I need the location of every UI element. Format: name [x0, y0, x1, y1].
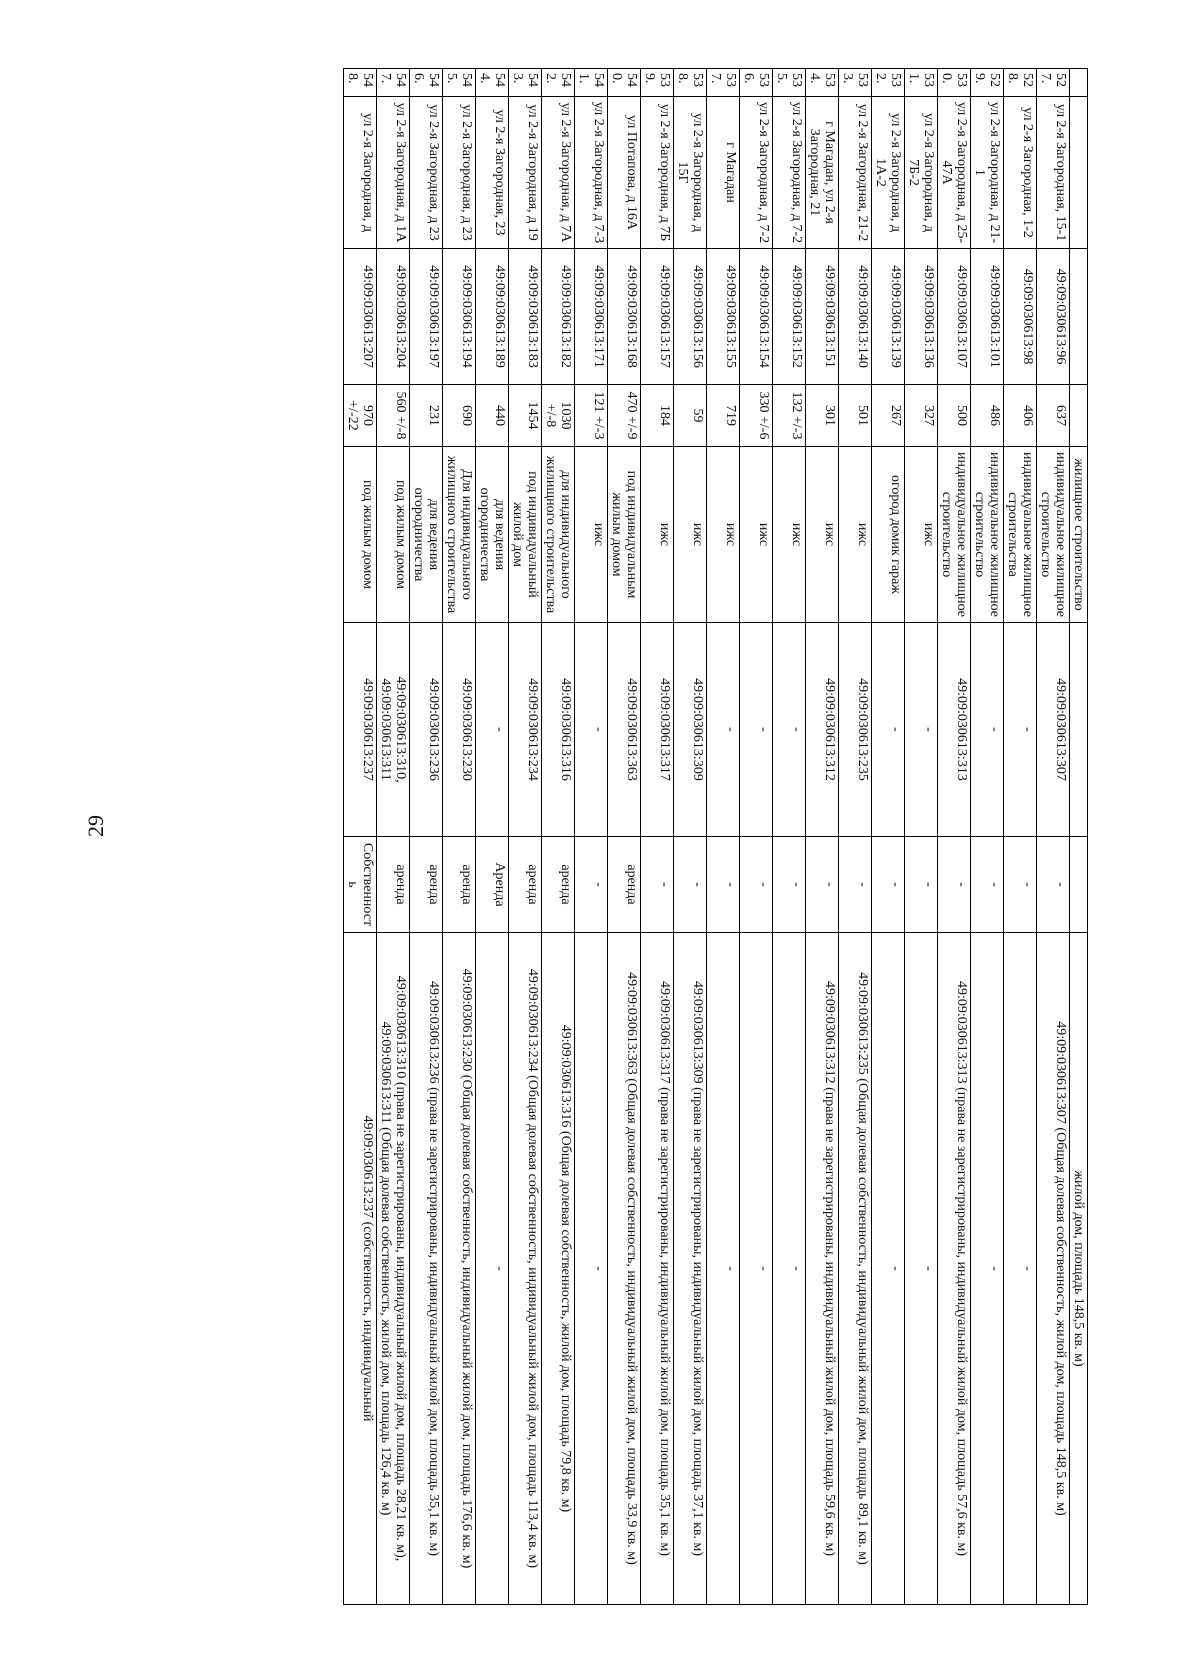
rights-cell: -	[707, 933, 740, 1605]
table-row	[1037, 69, 1070, 1605]
address-cell: ул 2-я Загородная, д	[344, 97, 377, 249]
area-cell: 121 +/-3	[575, 385, 608, 447]
cadastral-number-cell: 49:09:030613:151	[806, 249, 839, 385]
address-cell: ул 2-я Загородная, д 19	[509, 97, 542, 249]
table-row	[872, 69, 905, 1605]
building-cadastral-cell: -	[1004, 623, 1037, 837]
address-cell: г Магадан, ул 2-я Загородная, 21	[806, 97, 839, 249]
cadastral-number-cell: 49:09:030613:101	[971, 249, 1004, 385]
right-type-cell: аренда	[509, 837, 542, 933]
right-type-cell: аренда	[608, 837, 641, 933]
area-cell: 406	[1004, 385, 1037, 447]
cadastral-number-cell: 49:09:030613:96	[1037, 249, 1070, 385]
purpose-cell: Для индивидуального жилищного строительства	[443, 447, 476, 623]
table-row	[443, 69, 476, 1605]
table-row	[971, 69, 1004, 1605]
row-number-cell: 543.	[509, 69, 542, 97]
row-number-cell: 538.	[674, 69, 707, 97]
cadastral-number-cell: 49:09:030613:171	[575, 249, 608, 385]
right-type-cell: -	[707, 837, 740, 933]
right-type-cell: -	[1004, 837, 1037, 933]
building-cadastral-cell: 49:09:030613:236	[410, 623, 443, 837]
rights-cell: 49:09:030613:234 (Общая долевая собственность, индивидуальный жилой дом, площадь 113,4 кв. м)	[509, 933, 542, 1605]
right-type-cell: -	[674, 837, 707, 933]
building-cadastral-cell: 49:09:030613:312	[806, 623, 839, 837]
building-cadastral-cell: 49:09:030613:363	[608, 623, 641, 837]
cadastral-number-cell: 49:09:030613:98	[1004, 249, 1037, 385]
land-plots-table	[343, 68, 1088, 1605]
table-row	[344, 69, 377, 1605]
purpose-cell: под индивидуальный жилой дом	[509, 447, 542, 623]
right-type-cell: аренда	[542, 837, 575, 933]
row-number-cell: 539.	[641, 69, 674, 97]
address-cell: ул 2-я Загородная, д 21-1	[971, 97, 1004, 249]
address-cell: г Магадан	[707, 97, 740, 249]
right-type-cell: -	[773, 837, 806, 933]
cadastral-number-cell: 49:09:030613:197	[410, 249, 443, 385]
rights-cell: -	[773, 933, 806, 1605]
area-cell: 231	[410, 385, 443, 447]
purpose-cell: ижс	[674, 447, 707, 623]
purpose-cell: ижс	[707, 447, 740, 623]
table-row	[509, 69, 542, 1605]
cadastral-number-cell: 49:09:030613:155	[707, 249, 740, 385]
address-cell: ул Потапова, д 16А	[608, 97, 641, 249]
row-number-cell: 533.	[839, 69, 872, 97]
cadastral-number-cell: 49:09:030613:136	[905, 249, 938, 385]
table-row	[1004, 69, 1037, 1605]
cadastral-number-cell: 49:09:030613:139	[872, 249, 905, 385]
right-type-cell: -	[872, 837, 905, 933]
row-number-cell: 545.	[443, 69, 476, 97]
building-cadastral-cell: -	[707, 623, 740, 837]
cadastral-number-cell: 49:09:030613:207	[344, 249, 377, 385]
purpose-cell: под жилым домом	[344, 447, 377, 623]
cadastral-number-cell: 49:09:030613:107	[938, 249, 971, 385]
right-type-cell: Собственность	[344, 837, 377, 933]
row-number-cell: 534.	[806, 69, 839, 97]
address-cell: ул 2-я Загородная, д 7-2	[740, 97, 773, 249]
rotated-table-container	[137, 68, 1088, 1604]
building-cadastral-cell: 49:09:030613:307	[1037, 623, 1070, 837]
building-cadastral-cell: 49:09:030613:317	[641, 623, 674, 837]
right-type-cell: аренда	[410, 837, 443, 933]
rights-cell: 49:09:030613:310 (права не зарегистрированы, индивидуальный жилой дом, площадь 28,21 кв. м), 49:09:030613:311 (Общая долевая собственность, жилой дом, площадь 126,4 кв. м)	[377, 933, 410, 1605]
right-type-cell: -	[938, 837, 971, 933]
cadastral-number-cell: 49:09:030613:182	[542, 249, 575, 385]
row-number-cell: 546.	[410, 69, 443, 97]
area-cell: 330 +/-6	[740, 385, 773, 447]
row-number-cell: 527.	[1037, 69, 1070, 97]
area-cell: 1454	[509, 385, 542, 447]
address-cell: ул 2-я Загородная, 15-1	[1037, 97, 1070, 249]
area-cell: 440	[476, 385, 509, 447]
table-row	[839, 69, 872, 1605]
address-cell: ул 2-я Загородная, 21-2	[839, 97, 872, 249]
cadastral-number-cell: 49:09:030613:154	[740, 249, 773, 385]
area-cell: 719	[707, 385, 740, 447]
area-cell: 970 +/-22	[344, 385, 377, 447]
address-cell: ул 2-я Загородная, д 7-3	[575, 97, 608, 249]
row-number-cell: 537.	[707, 69, 740, 97]
area-cell: 500	[938, 385, 971, 447]
row-number-cell: 548.	[344, 69, 377, 97]
area-cell: 501	[839, 385, 872, 447]
area-cell: 59	[674, 385, 707, 447]
purpose-cell: для ведения огородничества	[410, 447, 443, 623]
building-cadastral-cell: -	[872, 623, 905, 837]
cadastral-number-cell: 49:09:030613:157	[641, 249, 674, 385]
rights-cell: -	[740, 933, 773, 1605]
table-row	[575, 69, 608, 1605]
rights-cell: 49:09:030613:309 (права не зарегистрированы, индивидуальный жилой дом, площадь 37,1 кв. м)	[674, 933, 707, 1605]
row-number-cell: 528.	[1004, 69, 1037, 97]
right-type-cell: -	[806, 837, 839, 933]
rights-cell: -	[1004, 933, 1037, 1605]
rights-cell: 49:09:030613:316 (Общая долевая собственность, жилой дом, площадь 79,8 кв. м)	[542, 933, 575, 1605]
rights-cell: 49:09:030613:313 (права не зарегистрированы, индивидуальный жилой дом, площадь 57,6 кв. м)	[938, 933, 971, 1605]
right-type-cell: -	[905, 837, 938, 933]
row-number-cell: 536.	[740, 69, 773, 97]
rights-cell: 49:09:030613:307 (Общая долевая собственность, жилой дом, площадь 148,5 кв. м)	[1037, 933, 1070, 1605]
table-row	[641, 69, 674, 1605]
area-cell: 132 +/-3	[773, 385, 806, 447]
building-cadastral-cell: -	[773, 623, 806, 837]
purpose-cell: индивидуальное жилищное строительство	[1037, 447, 1070, 623]
table-row	[674, 69, 707, 1605]
address-cell: ул 2-я Загородная, д 23	[410, 97, 443, 249]
right-type-cell: -	[839, 837, 872, 933]
address-cell: ул 2-я Загородная, д 1А-2	[872, 97, 905, 249]
address-cell: ул 2-я Загородная, д 15Г	[674, 97, 707, 249]
purpose-cell: под индивидуальным жилым домом	[608, 447, 641, 623]
address-cell: ул 2-я Загородная, 23	[476, 97, 509, 249]
area-cell: 637	[1037, 385, 1070, 447]
purpose-cell: ижс	[905, 447, 938, 623]
purpose-cell: ижс	[806, 447, 839, 623]
row-number-cell: 531.	[905, 69, 938, 97]
building-cadastral-cell: -	[476, 623, 509, 837]
area-cell: 690	[443, 385, 476, 447]
rights-cell: -	[575, 933, 608, 1605]
rights-cell: 49:09:030613:230 (Общая долевая собственность, индивидуальный жилой дом, площадь 176,6 кв. м)	[443, 933, 476, 1605]
purpose-cell: для индивидуального жилищного строительства	[542, 447, 575, 623]
row-number-cell: 530.	[938, 69, 971, 97]
purpose-cell: ижс	[740, 447, 773, 623]
rights-cell: -	[971, 933, 1004, 1605]
building-cadastral-cell: 49:09:030613:309	[674, 623, 707, 837]
right-type-cell: Аренда	[476, 837, 509, 933]
table-row	[773, 69, 806, 1605]
building-cadastral-cell: 49:09:030613:230	[443, 623, 476, 837]
rights-cell: -	[476, 933, 509, 1605]
right-type-cell: аренда	[377, 837, 410, 933]
building-cadastral-cell: -	[740, 623, 773, 837]
row-number-cell: 547.	[377, 69, 410, 97]
cadastral-number-cell: 49:09:030613:152	[773, 249, 806, 385]
area-cell: 470 +/-9	[608, 385, 641, 447]
right-type-cell: -	[971, 837, 1004, 933]
building-cadastral-cell: -	[905, 623, 938, 837]
building-cadastral-cell: -	[971, 623, 1004, 837]
row-number-cell: 541.	[575, 69, 608, 97]
building-cadastral-cell: 49:09:030613:310, 49:09:030613:311	[377, 623, 410, 837]
building-cadastral-cell: 49:09:030613:234	[509, 623, 542, 837]
area-cell: 327	[905, 385, 938, 447]
building-cadastral-cell: -	[575, 623, 608, 837]
table-row	[740, 69, 773, 1605]
row-number-cell: 529.	[971, 69, 1004, 97]
purpose-cell: индивидуальное жилищное строительство	[971, 447, 1004, 623]
table-row	[608, 69, 641, 1605]
rights-cell: -	[872, 933, 905, 1605]
address-cell: ул 2-я Загородная, д 1А	[377, 97, 410, 249]
area-cell: 486	[971, 385, 1004, 447]
area-cell: 1030 +/-8	[542, 385, 575, 447]
cadastral-number-cell: 49:09:030613:183	[509, 249, 542, 385]
right-type-cell: -	[740, 837, 773, 933]
rights-cell: жилой дом, площадь 148,5 кв. м)	[1070, 933, 1088, 1605]
rights-cell: 49:09:030613:237 (собственность, индивидуальный	[344, 933, 377, 1605]
right-type-cell: аренда	[443, 837, 476, 933]
building-cadastral-cell: 49:09:030613:316	[542, 623, 575, 837]
cadastral-number-cell: 49:09:030613:189	[476, 249, 509, 385]
page-number: 29	[83, 815, 108, 837]
building-cadastral-cell: 49:09:030613:235	[839, 623, 872, 837]
address-cell: ул 2-я Загородная, д 25-47А	[938, 97, 971, 249]
rights-cell: 49:09:030613:235 (Общая долевая собственность, индивидуальный жилой дом, площадь 89,1 кв. м)	[839, 933, 872, 1605]
area-cell: 301	[806, 385, 839, 447]
address-cell: ул 2-я Загородная, д 7А	[542, 97, 575, 249]
purpose-cell: ижс	[839, 447, 872, 623]
purpose-cell: огород домик гараж	[872, 447, 905, 623]
area-cell: 560 +/-8	[377, 385, 410, 447]
table-row	[410, 69, 443, 1605]
row-number-cell: 535.	[773, 69, 806, 97]
rights-cell: -	[905, 933, 938, 1605]
right-type-cell: -	[641, 837, 674, 933]
cadastral-number-cell: 49:09:030613:156	[674, 249, 707, 385]
right-type-cell: -	[575, 837, 608, 933]
area-cell: 184	[641, 385, 674, 447]
rights-cell: 49:09:030613:363 (Общая долевая собственность, индивидуальный жилой дом, площадь 33,9 кв. м)	[608, 933, 641, 1605]
purpose-cell: ижс	[641, 447, 674, 623]
table-row	[707, 69, 740, 1605]
purpose-cell: ижс	[773, 447, 806, 623]
cadastral-number-cell: 49:09:030613:168	[608, 249, 641, 385]
rights-cell: 49:09:030613:236 (права не зарегистрированы, индивидуальный жилой дом, площадь 35,1 кв. м)	[410, 933, 443, 1605]
purpose-cell: под жилым домом	[377, 447, 410, 623]
purpose-cell: жилищное строительство	[1070, 447, 1088, 623]
table-row	[806, 69, 839, 1605]
cadastral-number-cell: 49:09:030613:140	[839, 249, 872, 385]
address-cell: ул 2-я Загородная, д 7Б	[641, 97, 674, 249]
table-row	[905, 69, 938, 1605]
purpose-cell: индивидуальное жилищное строительства	[1004, 447, 1037, 623]
row-number-cell: 532.	[872, 69, 905, 97]
address-cell: ул 2-я Загородная, д 7-2	[773, 97, 806, 249]
row-number-cell: 540.	[608, 69, 641, 97]
building-cadastral-cell: 49:09:030613:237	[344, 623, 377, 837]
table-row	[542, 69, 575, 1605]
table-top-continuation-row	[1070, 69, 1088, 1605]
rights-cell: 49:09:030613:317 (права не зарегистрированы, индивидуальный жилой дом, площадь 35,1 кв. м)	[641, 933, 674, 1605]
row-number-cell: 542.	[542, 69, 575, 97]
right-type-cell: -	[1037, 837, 1070, 933]
table-row	[377, 69, 410, 1605]
cadastral-number-cell: 49:09:030613:204	[377, 249, 410, 385]
address-cell: ул 2-я Загородная, д 23	[443, 97, 476, 249]
area-cell: 267	[872, 385, 905, 447]
purpose-cell: ижс	[575, 447, 608, 623]
table-row	[938, 69, 971, 1605]
table-row	[476, 69, 509, 1605]
address-cell: ул 2-я Загородная, 1-2	[1004, 97, 1037, 249]
address-cell: ул 2-я Загородная, д 7Б-2	[905, 97, 938, 249]
row-number-cell: 544.	[476, 69, 509, 97]
purpose-cell: для ведения огородничества	[476, 447, 509, 623]
purpose-cell: индивидуальное жилищное строительство	[938, 447, 971, 623]
building-cadastral-cell: 49:09:030613:313	[938, 623, 971, 837]
rights-cell: 49:09:030613:312 (права не зарегистрированы, индивидуальный жилой дом, площадь 59,6 кв. м)	[806, 933, 839, 1605]
cadastral-number-cell: 49:09:030613:194	[443, 249, 476, 385]
